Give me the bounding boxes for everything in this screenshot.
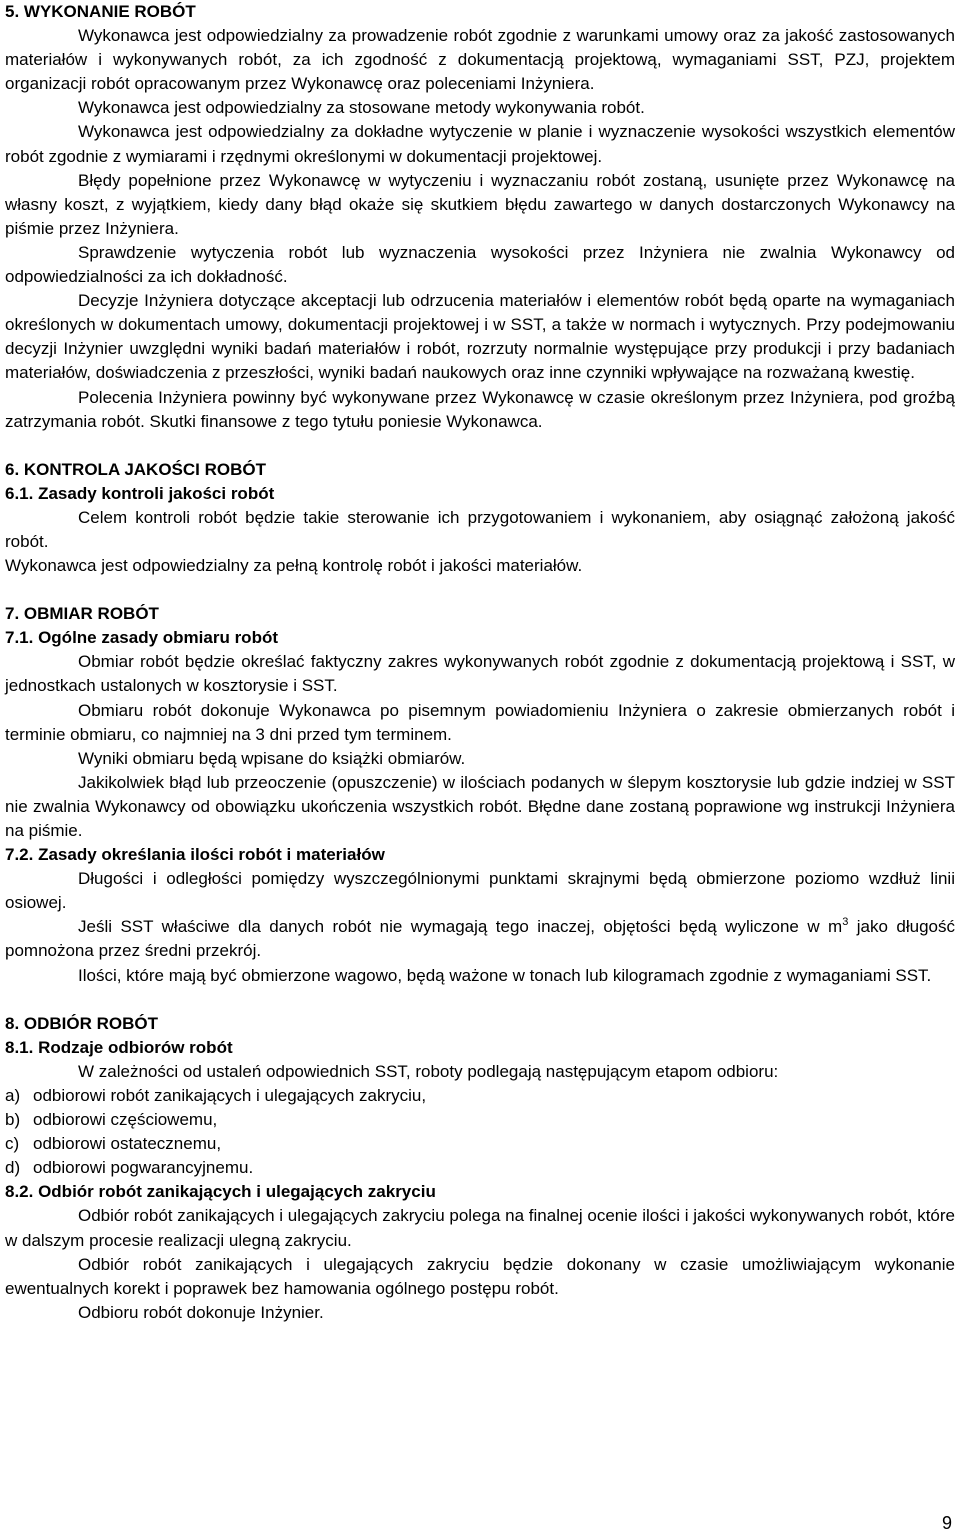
subsection-heading-7-1: 7.1. Ogólne zasady obmiaru robót (5, 628, 278, 648)
section-heading-6: 6. KONTROLA JAKOŚCI ROBÓT (5, 459, 266, 479)
volume-text-start: Jeśli SST właściwe dla danych robót nie wymagają tego inaczej, objętości będą wyliczone w m (78, 917, 843, 937)
list-text: odbiorowi robót zanikających i ulegających zakryciu, (33, 1085, 427, 1105)
paragraph: Obmiaru robót dokonuje Wykonawca po pisemnym powiadomieniu Inżyniera o zakresie obmierzanych robót i terminie obmiaru, co najmniej na 3 dni przed tym terminem. (5, 700, 955, 744)
paragraph: Wykonawca jest odpowiedzialny za pełną kontrolę robót i jakości materiałów. (5, 556, 583, 576)
superscript-exponent: 3 (842, 916, 849, 929)
volume-text-end: jako długość pomnożona przez średni przekrój. (5, 917, 955, 961)
paragraph: Decyzje Inżyniera dotyczące akceptacji lub odrzucenia materiałów i elementów robót będą oparte na wymaganiach określonych w dokumentach umowy, dokumentacji projektowej i w SST, a także w normach i wytycznych. Przy podejmowaniu decyzji Inżynier uwzględni wyniki badań materiałów i robót, rozrzuty normalnie występujące przy produkcji i przy badaniach materiałów, doświadczenia z przeszłości, wyniki badań naukowych oraz inne czynniki wpływające na rozważaną kwestię. (5, 291, 955, 383)
paragraph: Polecenia Inżyniera powinny być wykonywane przez Wykonawcę w czasie określonym przez Inżyniera, pod groźbą zatrzymania robót. Skutki finansowe z tego tytułu poniesie Wykonawca. (5, 387, 955, 431)
subsection-heading-8-2: 8.2. Odbiór robót zanikających i ulegających zakryciu (5, 1182, 436, 1202)
list-item (5, 1084, 955, 1108)
subsection-heading-6-1: 6.1. Zasady kontroli jakości robót (5, 483, 275, 503)
subsection-heading-8-1: 8.1. Rodzaje odbiorów robót (5, 1037, 233, 1057)
paragraph: Wyniki obmiaru będą wpisane do książki obmiarów. (78, 748, 466, 768)
paragraph: Długości i odległości pomiędzy wyszczególnionymi punktami skrajnymi będą obmierzone poziomo wzdłuż linii osiowej. (5, 869, 955, 913)
spacer (5, 988, 955, 1012)
paragraph: Odbiór robót zanikających i ulegających zakryciu polega na finalnej ocenie ilości i jakości wykonywanych robót, które w dalszym procesie realizacji ulegną zakryciu. (5, 1206, 955, 1250)
paragraph: Obmiar robót będzie określać faktyczny zakres wykonywanych robót zgodnie z dokumentacją projektową i SST, w jednostkach ustalonych w kosztorysie i SST. (5, 652, 955, 696)
list-item (5, 1108, 955, 1132)
list-marker: c) (5, 1134, 20, 1154)
section-heading-5: 5. WYKONANIE ROBÓT (5, 2, 196, 21)
paragraph: Jakikolwiek błąd lub przeoczenie (opuszczenie) w ilościach podanych w ślepym kosztorysie lub gdzie indziej w SST nie zwalnia Wykonawcy od obowiązku ukończenia wszystkich robót. Błędne dane zostaną poprawione wg instrukcji Inżyniera na piśmie. (5, 772, 955, 840)
list-marker: a) (5, 1085, 21, 1105)
paragraph: Ilości, które mają być obmierzone wagowo, będą ważone w tonach lub kilogramach zgodnie z wymaganiami SST. (78, 965, 932, 985)
subsection-heading-7-2: 7.2. Zasady określania ilości robót i materiałów (5, 845, 385, 865)
spacer (5, 578, 955, 602)
paragraph: Wykonawca jest odpowiedzialny za dokładne wytyczenie w planie i wyznaczenie wysokości wszystkich elementów robót zgodnie z wymiarami i rzędnymi określonymi w dokumentacji projektowej. (5, 122, 955, 166)
list-text: odbiorowi częściowemu, (33, 1110, 218, 1130)
list-item (5, 1132, 955, 1156)
document-page (5, 0, 955, 1325)
paragraph: Odbioru robót dokonuje Inżynier. (78, 1302, 324, 1322)
list-text: odbiorowi pogwarancyjnemu. (33, 1158, 254, 1178)
list-marker: d) (5, 1158, 21, 1178)
paragraph: W zależności od ustaleń odpowiednich SST, roboty podlegają następującym etapom odbioru: (78, 1061, 779, 1081)
list-text: odbiorowi ostatecznemu, (33, 1134, 222, 1154)
paragraph: Sprawdzenie wytyczenia robót lub wyznaczenia wysokości przez Inżyniera nie zwalnia Wykonawcy od odpowiedzialności za ich dokładność. (5, 242, 955, 287)
spacer (5, 434, 955, 458)
section-heading-7: 7. OBMIAR ROBÓT (5, 604, 159, 624)
paragraph: Wykonawca jest odpowiedzialny za stosowane metody wykonywania robót. (78, 98, 645, 118)
paragraph-volume (5, 915, 955, 963)
page-number: 9 (941, 1513, 952, 1533)
paragraph: Odbiór robót zanikających i ulegających zakryciu będzie dokonany w czasie umożliwiającym wykonanie ewentualnych korekt i poprawek bez hamowania ogólnego postępu robót. (5, 1254, 955, 1298)
paragraph: Celem kontroli robót będzie takie sterowanie ich przygotowaniem i wykonaniem, aby osiągnąć założoną jakość robót. (5, 507, 955, 551)
list-marker: b) (5, 1110, 21, 1130)
list-item (5, 1156, 955, 1180)
paragraph: Błędy popełnione przez Wykonawcę w wytyczeniu i wyznaczaniu robót zostaną, usunięte przez Wykonawcę na własny koszt, z wyjątkiem, kiedy dany błąd okaże się skutkiem błędu zawartego w danych dostarczonych Wykonawcy na piśmie przez Inżyniera. (5, 170, 955, 238)
section-heading-8: 8. ODBIÓR ROBÓT (5, 1013, 159, 1033)
paragraph: Wykonawca jest odpowiedzialny za prowadzenie robót zgodnie z warunkami umowy oraz za jakość zastosowanych materiałów i wykonywanych robót, za ich zgodność z dokumentacją projektową, wymaganiami SST, PZJ, projektem organizacji robót opracowanym przez Wykonawcę oraz poleceniami Inżyniera. (5, 26, 955, 94)
